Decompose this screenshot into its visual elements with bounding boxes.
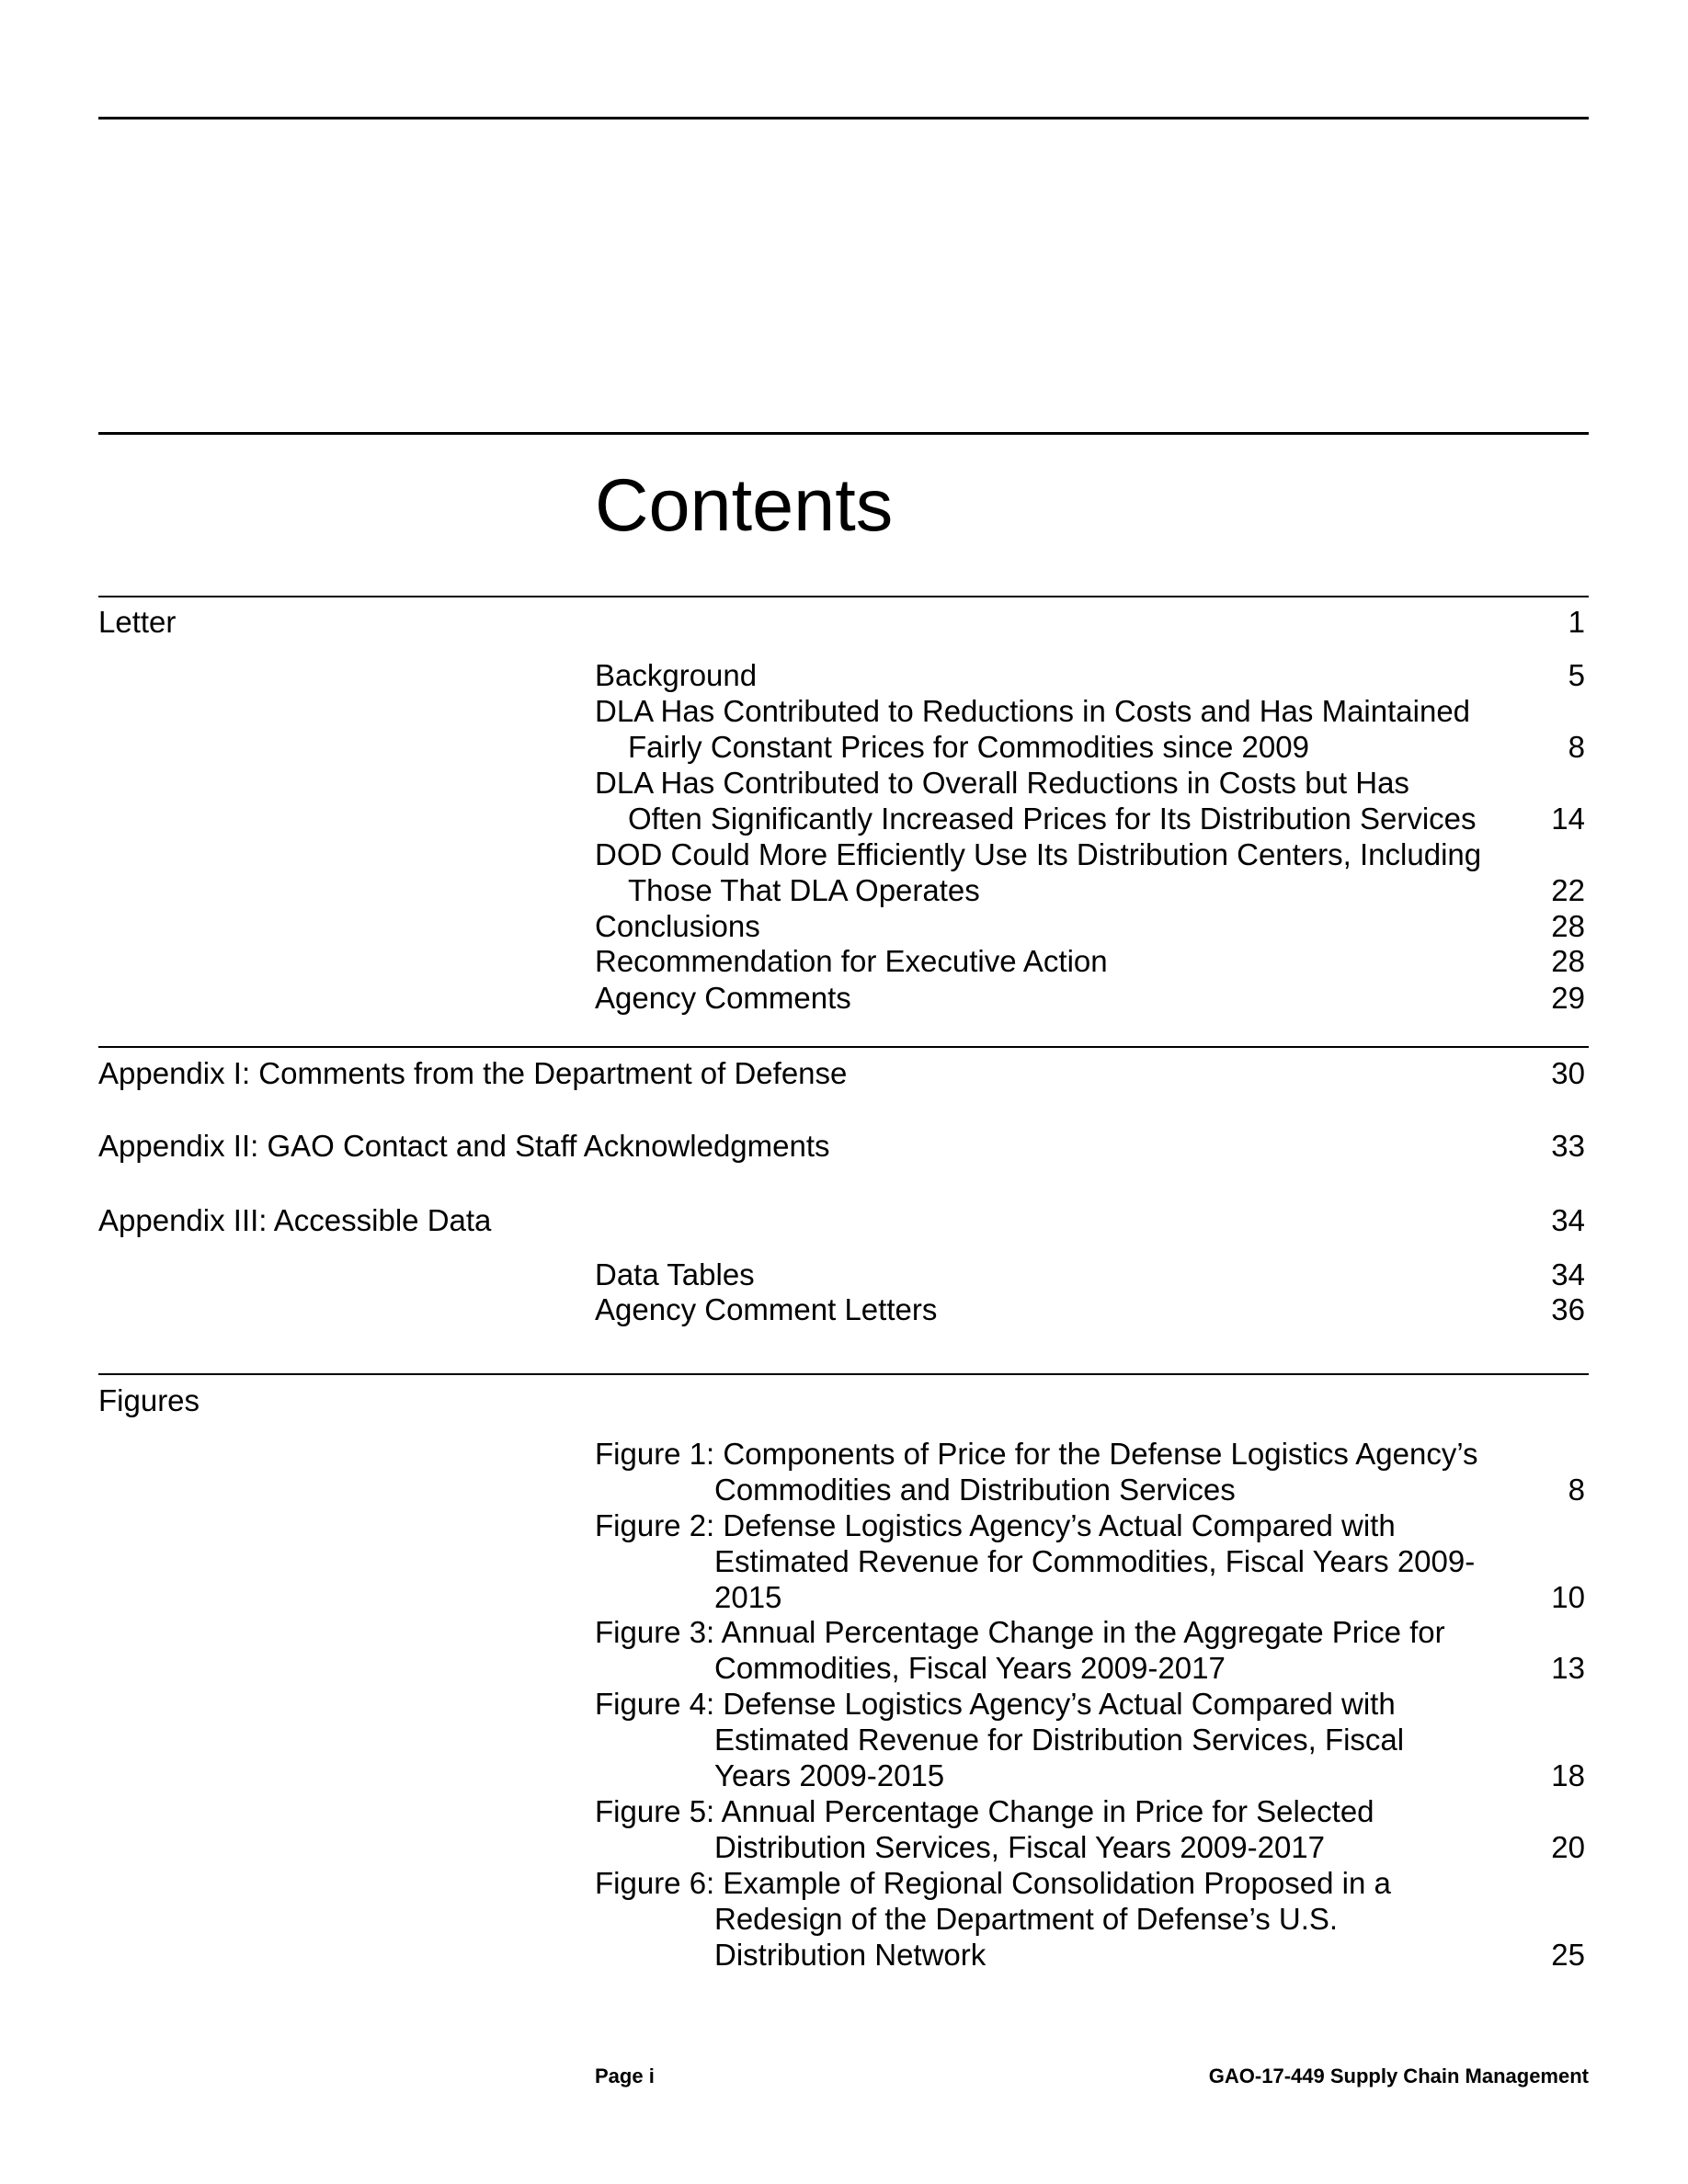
entry-line: Background: [595, 658, 758, 692]
entry-line: DLA Has Contributed to Overall Reductions in Costs but Has: [595, 766, 1409, 800]
section-letter[interactable]: Letter: [98, 605, 177, 639]
entry-line: Figure 6: Example of Regional Consolidation Proposed in a: [595, 1866, 1391, 1900]
page-number: 34: [1551, 1257, 1585, 1291]
appendix-rule: [98, 1046, 1589, 1048]
page-number: 30: [1551, 1056, 1585, 1090]
toc-entry-distribution-services[interactable]: [595, 765, 1581, 836]
page-number: 28: [1551, 944, 1585, 978]
toc-entry-figure-4[interactable]: [595, 1686, 1581, 1793]
entry-line: Agency Comment Letters: [595, 1292, 938, 1326]
page-number: 13: [1551, 1651, 1585, 1685]
page-number: 5: [1568, 658, 1585, 692]
section-appendix-iii[interactable]: Appendix III: Accessible Data: [98, 1203, 492, 1237]
entry-line: Distribution Services, Fiscal Years 2009-2017: [714, 1830, 1326, 1864]
entry-line: 2015: [714, 1580, 782, 1614]
toc-entry-recommendation[interactable]: [595, 943, 1581, 979]
entry-line: Figure 5: Annual Percentage Change in Price for Selected: [595, 1794, 1374, 1828]
page-number: 8: [1568, 730, 1585, 764]
toc-entry-figure-3[interactable]: [595, 1614, 1581, 1686]
footer-page-label: Page i: [595, 2065, 655, 2087]
entry-line: Figure 2: Defense Logistics Agency’s Actual Compared with: [595, 1508, 1396, 1542]
entry-line: Commodities, Fiscal Years 2009-2017: [714, 1651, 1226, 1685]
page-number: 28: [1551, 909, 1585, 943]
page-number: 10: [1551, 1580, 1585, 1614]
entry-line: DLA Has Contributed to Reductions in Costs and Has Maintained: [595, 694, 1471, 728]
toc-entry-commodities[interactable]: [595, 693, 1581, 765]
page-number: 14: [1551, 802, 1585, 836]
toc-entry-background[interactable]: [595, 657, 1581, 693]
entry-line: Conclusions: [595, 909, 760, 943]
toc-entry-agency-comments[interactable]: [595, 980, 1581, 1016]
page-number: 1: [1568, 605, 1585, 639]
entry-line: DOD Could More Efficiently Use Its Distribution Centers, Including: [595, 837, 1482, 871]
entry-line: Often Significantly Increased Prices for Its Distribution Services: [628, 802, 1477, 836]
letter-rule: [98, 596, 1589, 597]
entry-line: Figure 4: Defense Logistics Agency’s Actual Compared with: [595, 1687, 1396, 1721]
entry-line: Redesign of the Department of Defense’s U.S.: [714, 1902, 1339, 1936]
page-number: 22: [1551, 873, 1585, 907]
toc-entry-conclusions[interactable]: [595, 908, 1581, 944]
entry-line: Figure 3: Annual Percentage Change in the Aggregate Price for: [595, 1615, 1445, 1649]
page-number: 25: [1551, 1938, 1585, 1972]
entry-line: Estimated Revenue for Distribution Services, Fiscal: [714, 1723, 1405, 1757]
toc-entry-figure-5[interactable]: [595, 1793, 1581, 1865]
toc-entry-figure-6[interactable]: [595, 1865, 1581, 1973]
entry-line: Distribution Network: [714, 1938, 987, 1972]
entry-line: Data Tables: [595, 1257, 755, 1291]
title-rule: [98, 432, 1589, 435]
page-number: 20: [1551, 1830, 1585, 1864]
page-number: 34: [1551, 1203, 1585, 1237]
page-number: 29: [1551, 981, 1585, 1015]
toc-entry-distribution-centers[interactable]: [595, 836, 1581, 908]
entry-line: Recommendation for Executive Action: [595, 944, 1108, 978]
entry-line: Commodities and Distribution Services: [714, 1473, 1236, 1507]
toc-entry-agency-comment-letters[interactable]: [595, 1291, 1581, 1327]
page-title: Contents: [595, 464, 894, 547]
section-appendix-i[interactable]: Appendix I: Comments from the Department of Defense: [98, 1056, 848, 1090]
toc-entry-data-tables[interactable]: [595, 1257, 1581, 1292]
entry-line: Years 2009-2015: [714, 1758, 945, 1792]
top-rule: [98, 117, 1589, 119]
footer-report-id: GAO-17-449 Supply Chain Management: [1208, 2065, 1589, 2087]
entry-line: Figure 1: Components of Price for the Defense Logistics Agency’s: [595, 1437, 1478, 1471]
toc-entry-figure-1[interactable]: [595, 1436, 1581, 1507]
entry-line: Estimated Revenue for Commodities, Fiscal Years 2009-: [714, 1544, 1476, 1578]
page-number: 33: [1551, 1129, 1585, 1163]
page-number: 36: [1551, 1292, 1585, 1326]
page-number: 8: [1568, 1473, 1585, 1507]
figures-rule: [98, 1373, 1589, 1375]
section-figures: Figures: [98, 1383, 200, 1417]
entry-line: Those That DLA Operates: [628, 873, 980, 907]
section-appendix-ii[interactable]: Appendix II: GAO Contact and Staff Acknowledgments: [98, 1129, 830, 1163]
toc-entry-figure-2[interactable]: [595, 1507, 1581, 1615]
entry-line: Fairly Constant Prices for Commodities since 2009: [628, 730, 1309, 764]
page-number: 18: [1551, 1758, 1585, 1792]
entry-line: Agency Comments: [595, 981, 851, 1015]
